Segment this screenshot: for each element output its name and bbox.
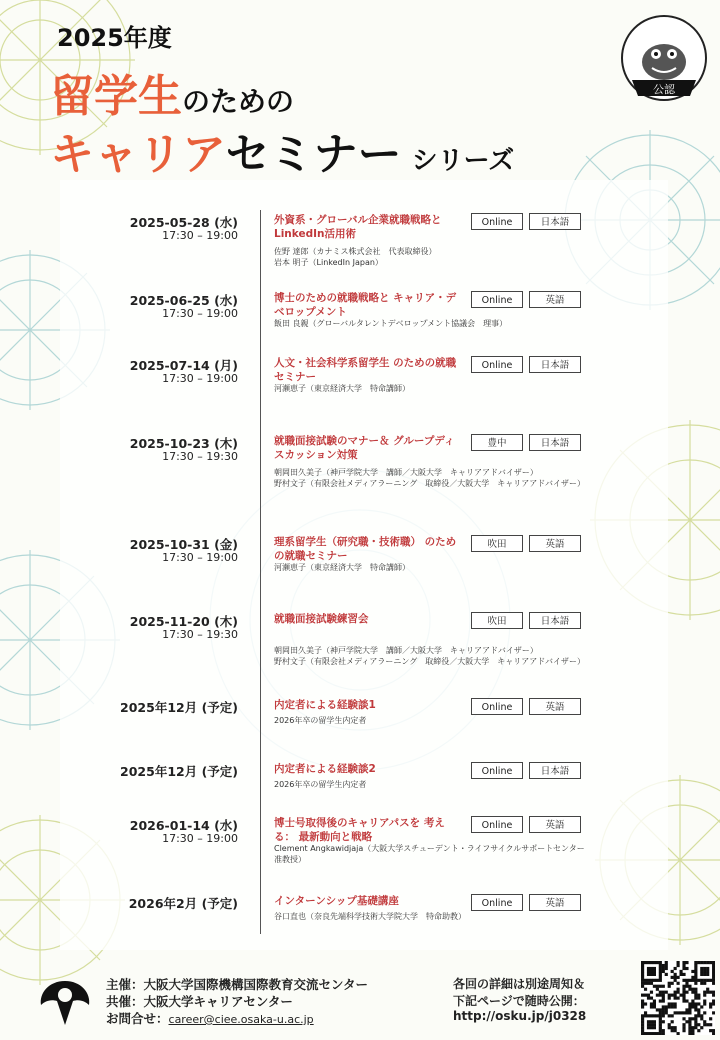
title-for: のための bbox=[182, 85, 295, 118]
event-speakers: 河瀬恵子（東京経済大学 特命講師） bbox=[274, 563, 410, 572]
event-language-tag: 日本語 bbox=[529, 762, 581, 779]
event-speakers: 佐野 達郎（カナミス株式会社 代表取締役） 岩本 明子（LinkedIn Japan） bbox=[274, 247, 437, 267]
event-title: 内定者による経験談1 bbox=[274, 699, 376, 711]
event-language-tag: 英語 bbox=[529, 816, 581, 833]
year-label: 2025年度 bbox=[57, 24, 172, 52]
event-date: 2025-10-23 (木) bbox=[129, 436, 238, 451]
event-venue-tag: Online bbox=[471, 762, 523, 779]
event-title: インターンシップ基礎講座 bbox=[274, 895, 399, 907]
title-line-1 bbox=[50, 60, 294, 124]
host-organizer: 主催：大阪大学国際機構国際教育交流センター bbox=[106, 977, 369, 992]
event-language-tag: 英語 bbox=[529, 535, 581, 552]
event-venue-tag: Online bbox=[471, 698, 523, 715]
event-language-tag: 英語 bbox=[529, 291, 581, 308]
title-line-2 bbox=[50, 118, 514, 182]
co-host-organizer: 共催：大阪大学キャリアセンター bbox=[106, 994, 293, 1009]
event-title: 内定者による経験談2 bbox=[274, 763, 376, 775]
event-title: 就職面接試験のマナー＆ グループディスカッション対策 bbox=[274, 435, 455, 461]
event-time: 17:30 – 19:00 bbox=[162, 307, 238, 320]
event-language-tag: 日本語 bbox=[529, 356, 581, 373]
title-foreign-students: 留学生 bbox=[50, 71, 182, 122]
timeline-divider bbox=[260, 210, 261, 934]
career-center-mascot-logo bbox=[618, 12, 710, 104]
title-seminar: セミナー bbox=[225, 129, 402, 180]
event-date: 2025-11-20 (木) bbox=[129, 614, 238, 629]
event-speakers: 谷口直也（奈良先端科学技術大学院大学 特命助教） bbox=[274, 912, 466, 921]
details-note-2: 下記ページで随時公開： bbox=[453, 994, 585, 1008]
event-language-tag: 日本語 bbox=[529, 213, 581, 230]
event-time: 17:30 – 19:00 bbox=[162, 372, 238, 385]
event-speakers: 2026年卒の留学生内定者 bbox=[274, 716, 367, 725]
event-date: 2025年12月 (予定) bbox=[120, 700, 238, 715]
contact-line bbox=[106, 1009, 314, 1027]
event-time: 17:30 – 19:30 bbox=[162, 628, 238, 641]
event-venue-tag: Online bbox=[471, 816, 523, 833]
event-title: 外資系・グローバル企業就職戦略と LinkedIn活用術 bbox=[274, 214, 442, 240]
event-language-tag: 英語 bbox=[529, 698, 581, 715]
event-date: 2025-07-14 (月) bbox=[129, 358, 238, 373]
event-title: 理系留学生（研究職・技術職） のための就職セミナー bbox=[274, 536, 457, 562]
event-time: 17:30 – 19:00 bbox=[162, 832, 238, 845]
event-speakers: 河瀬恵子（東京経済大学 特命講師） bbox=[274, 384, 410, 393]
title-career: キャリア bbox=[50, 129, 226, 180]
event-title: 博士のための就職戦略と キャリア・デベロップメント bbox=[274, 292, 457, 318]
event-date: 2025年12月 (予定) bbox=[120, 764, 238, 779]
event-venue-tag: Online bbox=[471, 356, 523, 373]
event-venue-tag: 吹田 bbox=[471, 535, 523, 552]
event-speakers: Clement Angkawidjaja（大阪大学スチューデント・ライフサイクルサポートセンター 准教授） bbox=[274, 844, 593, 864]
title-series: シリーズ bbox=[411, 146, 515, 176]
logo-badge: 公認 bbox=[653, 83, 675, 96]
details-note-1: 各回の詳細は別途周知＆ bbox=[453, 977, 586, 991]
event-speakers: 朝岡田久美子（神戸学院大学 講師／大阪大学 キャリアアドバイザー） 野村文子（有限会社メディアラーニング 取締役／大阪大学 キャリアアドバイザー） bbox=[274, 468, 586, 488]
qr-code[interactable] bbox=[641, 961, 715, 1035]
event-speakers: 2026年卒の留学生内定者 bbox=[274, 780, 367, 789]
event-venue-tag: 豊中 bbox=[471, 434, 523, 451]
event-speakers: 飯田 良親（グローバルタレントデベロップメント協議会 理事） bbox=[274, 319, 508, 328]
event-time: 17:30 – 19:30 bbox=[162, 450, 238, 463]
event-title: 就職面接試験練習会 bbox=[274, 613, 369, 625]
event-venue-tag: Online bbox=[471, 894, 523, 911]
event-date: 2026年2月 (予定) bbox=[128, 896, 238, 911]
contact-email-link[interactable]: career@ciee.osaka-u.ac.jp bbox=[168, 1013, 314, 1026]
event-time: 17:30 – 19:00 bbox=[162, 229, 238, 242]
event-date: 2025-05-28 (水) bbox=[129, 215, 238, 230]
event-language-tag: 英語 bbox=[529, 894, 581, 911]
event-language-tag: 日本語 bbox=[529, 612, 581, 629]
event-time: 17:30 – 19:00 bbox=[162, 551, 238, 564]
event-title: 人文・社会科学系留学生 のための就職セミナー bbox=[274, 357, 457, 383]
event-speakers: 朝岡田久美子（神戸学院大学 講師／大阪大学 キャリアアドバイザー） 野村文子（有限会社メディアラーニング 取締役／大阪大学 キャリアアドバイザー） bbox=[274, 646, 586, 666]
event-title: 博士号取得後のキャリアパスを 考える： 最新動向と戦略 bbox=[274, 817, 445, 843]
event-venue-tag: Online bbox=[471, 213, 523, 230]
event-venue-tag: 吹田 bbox=[471, 612, 523, 629]
osaka-university-icon bbox=[35, 975, 95, 1027]
event-date: 2025-10-31 (金) bbox=[129, 537, 238, 552]
event-date: 2025-06-25 (水) bbox=[129, 293, 238, 308]
contact-label: お問合せ： bbox=[106, 1011, 169, 1026]
event-language-tag: 日本語 bbox=[529, 434, 581, 451]
event-venue-tag: Online bbox=[471, 291, 523, 308]
event-date: 2026-01-14 (水) bbox=[129, 818, 238, 833]
details-url-link[interactable]: http://osku.jp/j0328 bbox=[453, 1009, 587, 1023]
